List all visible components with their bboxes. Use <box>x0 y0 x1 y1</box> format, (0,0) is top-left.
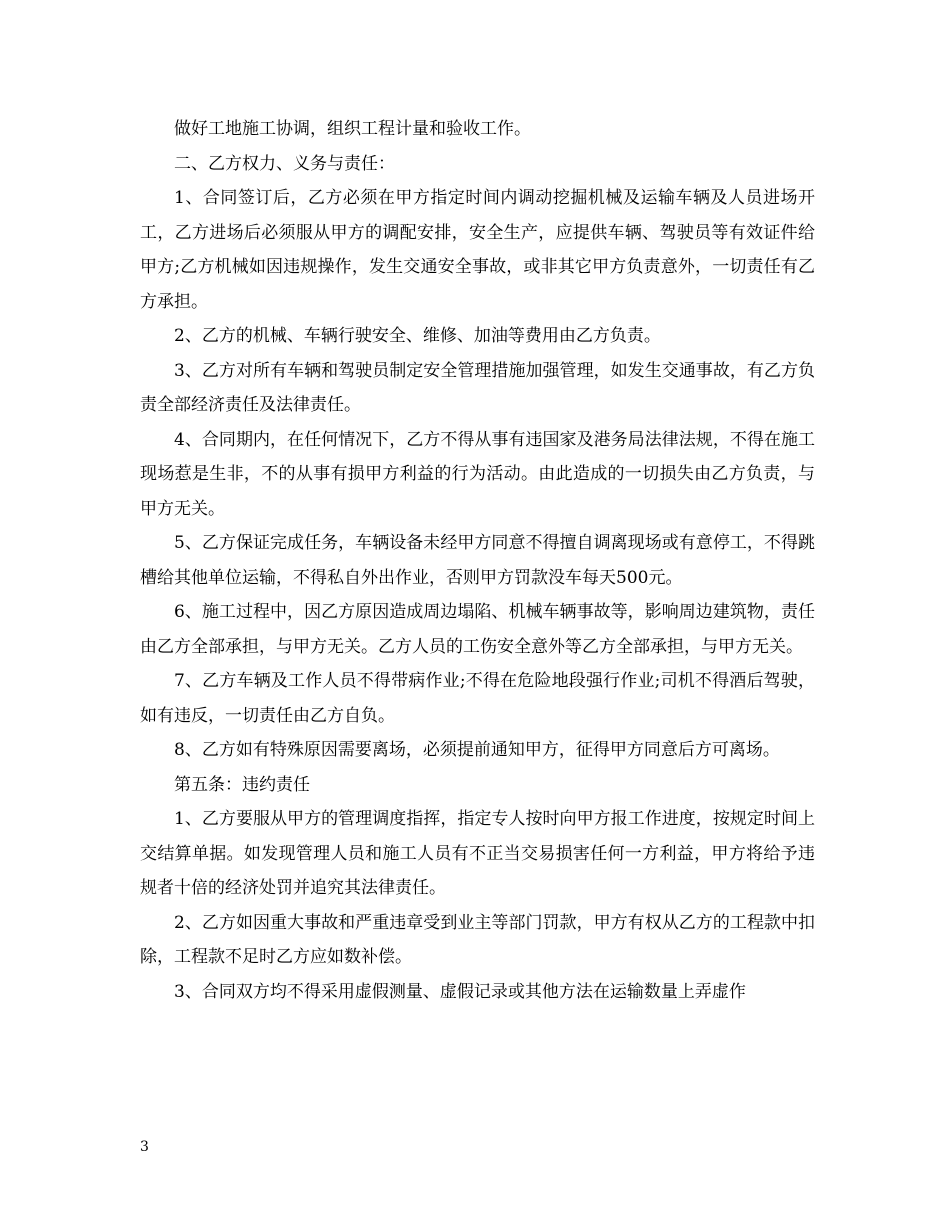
page-number: 3 <box>140 1139 149 1155</box>
paragraph-clause-b4: 4、合同期内，在任何情况下，乙方不得从事有违国家及港务局法律法规，不得在施工现场惹是生非，不的从事有损甲方利益的行为活动。由此造成的一切损失由乙方负责，与甲方无关。 <box>140 429 815 519</box>
paragraph-clause-b7: 7、乙方车辆及工作人员不得带病作业;不得在危险地段强行作业;司机不得酒后驾驶，如有违反，一切责任由乙方自负。 <box>140 671 815 726</box>
paragraph-clause-b2: 2、乙方的机械、车辆行驶安全、维修、加油等费用由乙方负责。 <box>174 326 661 346</box>
paragraph-breach-1: 1、乙方要服从甲方的管理调度指挥，指定专人按时向甲方报工作进度，按规定时间上交结算单据。如发现管理人员和施工人员有不正当交易损害任何一方利益，甲方将给予违规者十倍的经济处罚并追究其法律责任。 <box>140 809 815 898</box>
document-body <box>140 112 815 1009</box>
paragraph-clause-b1: 1、合同签订后，乙方必须在甲方指定时间内调动挖掘机械及运输车辆及人员进场开工，乙方进场后必须服从甲方的调配安排，安全生产，应提供车辆、驾驶员等有效证件给甲方;乙方机械如因违规操作，发生交通安全事故，或非其它甲方负责意外，一切责任有乙方承担。 <box>140 188 815 312</box>
heading-article-five: 第五条：违约责任 <box>174 774 310 795</box>
paragraph-clause-b8: 8、乙方如有特殊原因需要离场，必须提前通知甲方，征得甲方同意后方可离场。 <box>174 740 780 760</box>
paragraph-clause-b5: 5、乙方保证完成任务，车辆设备未经甲方同意不得擅自调离现场或有意停工，不得跳槽给其他单位运输，不得私自外出作业，否则甲方罚款没车每天500元。 <box>140 533 815 588</box>
paragraph-clause-b3: 3、乙方对所有车辆和驾驶员制定安全管理措施加强管理，如发生交通事故，有乙方负责全部经济责任及法律责任。 <box>140 360 815 415</box>
paragraph-breach-2: 2、乙方如因重大事故和严重违章受到业主等部门罚款，甲方有权从乙方的工程款中扣除，工程款不足时乙方应如数补偿。 <box>140 912 815 967</box>
heading-party-b-rights: 二、乙方权力、义务与责任： <box>174 153 395 174</box>
paragraph-site-coordination: 做好工地施工协调，组织工程计量和验收工作。 <box>174 119 531 139</box>
paragraph-breach-3: 3、合同双方均不得采用虚假测量、虚假记录或其他方法在运输数量上弄虚作 <box>174 981 746 1002</box>
paragraph-clause-b6: 6、施工过程中，因乙方原因造成周边塌陷、机械车辆事故等，影响周边建筑物，责任由乙方全部承担，与甲方无关。乙方人员的工伤安全意外等乙方全部承担，与甲方无关。 <box>140 602 815 657</box>
